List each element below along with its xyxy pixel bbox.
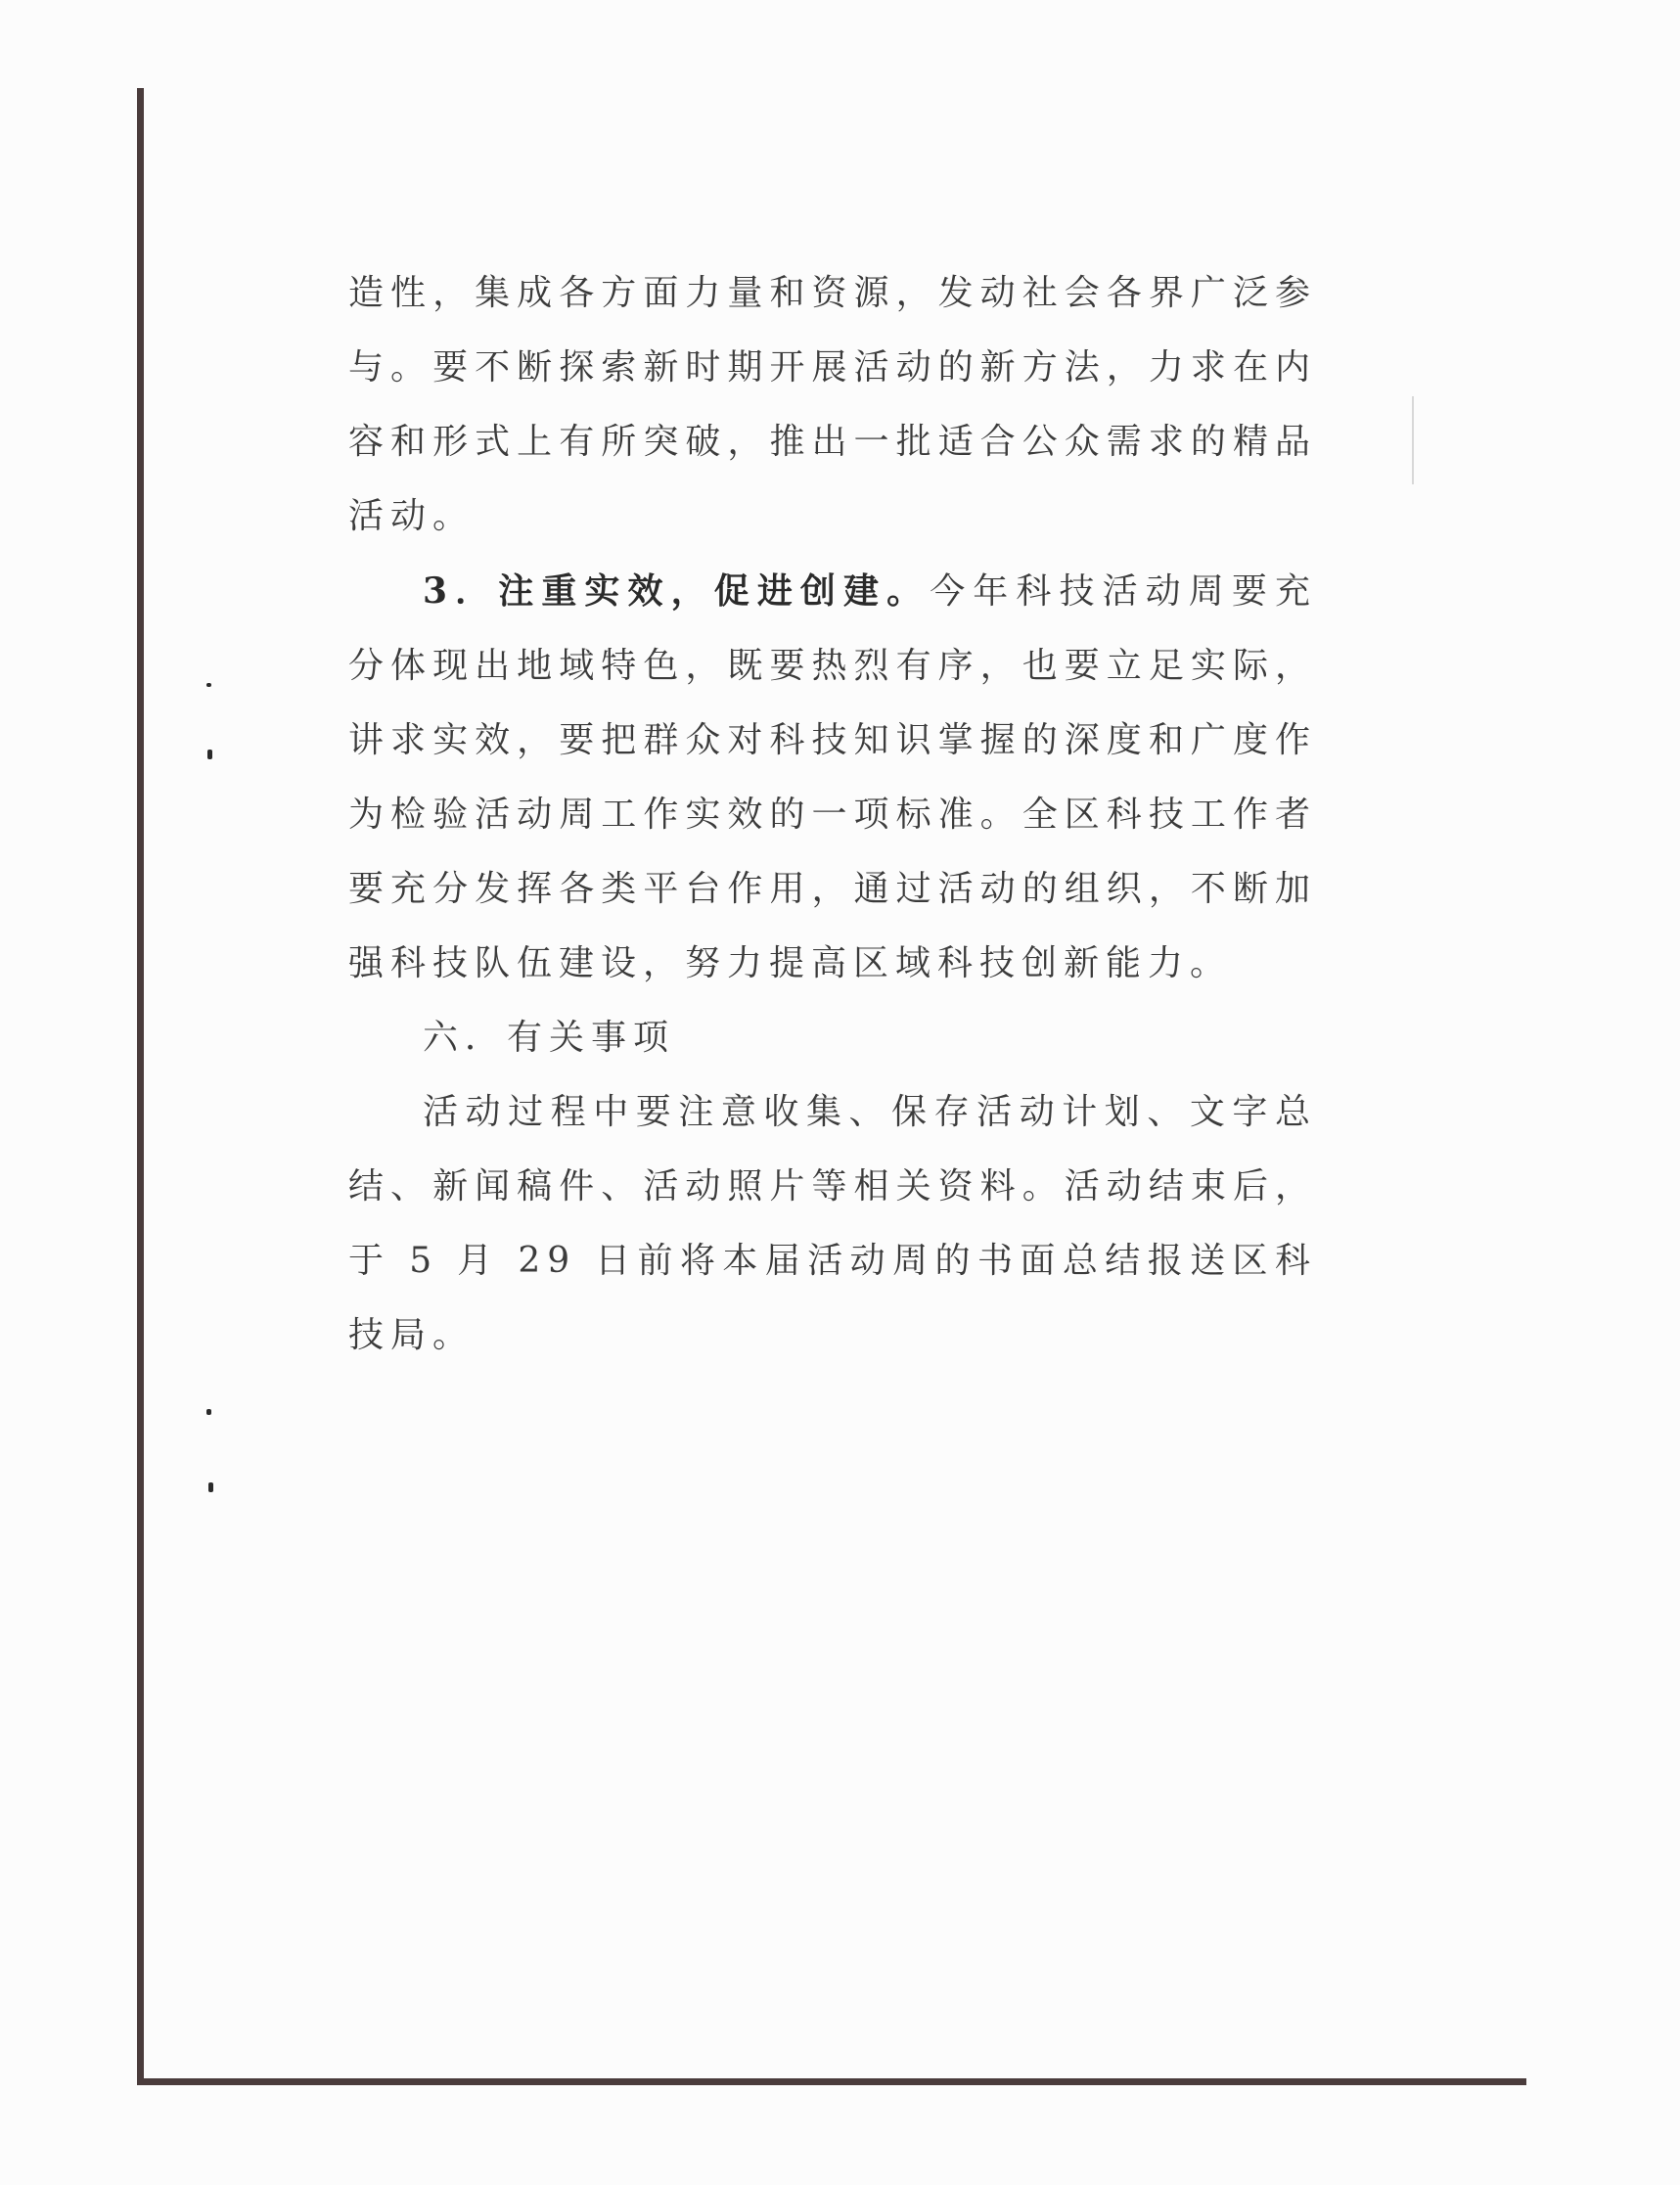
section-heading-6: 六．有关事项 [423, 1018, 676, 1058]
item-3-body: 今年科技活动周要充分体现出地域特色，既要热烈有序，也要立足实际，讲求实效，要把群众对科技知识掌握的深度和广度作为检验活动周工作实效的一项标准。全区科技工作者要充分发挥各类平台作用，通过活动的组织，不断加强科技队伍建设，努力提高区域科技创新能力。 [348, 571, 1317, 983]
paragraph-section-6: 活动过程中要注意收集、保存活动计划、文字总结、新闻稿件、活动照片等相关资料。活动结束后，于 5 月 29 日前将本届活动周的书面总结报送区科技局。 [348, 1092, 1317, 1355]
item-3-lead: 3．注重实效，促进创建。 [423, 570, 931, 612]
paragraph-item-3 [348, 554, 1317, 1001]
scan-speck [206, 1409, 211, 1415]
paragraph-continuation: 造性，集成各方面力量和资源，发动社会各界广泛参与。要不断探索新时期开展活动的新方法，力求在内容和形式上有所突破，推出一批适合公众需求的精品活动。 [348, 273, 1317, 536]
document-body [348, 256, 1317, 1373]
page-edge-bottom [137, 2078, 1526, 2085]
scan-speck [207, 750, 212, 759]
scan-speck [206, 683, 211, 687]
page-edge-left [137, 88, 144, 2084]
scan-speck [208, 1482, 213, 1492]
page-edge-right-mark [1412, 396, 1414, 484]
